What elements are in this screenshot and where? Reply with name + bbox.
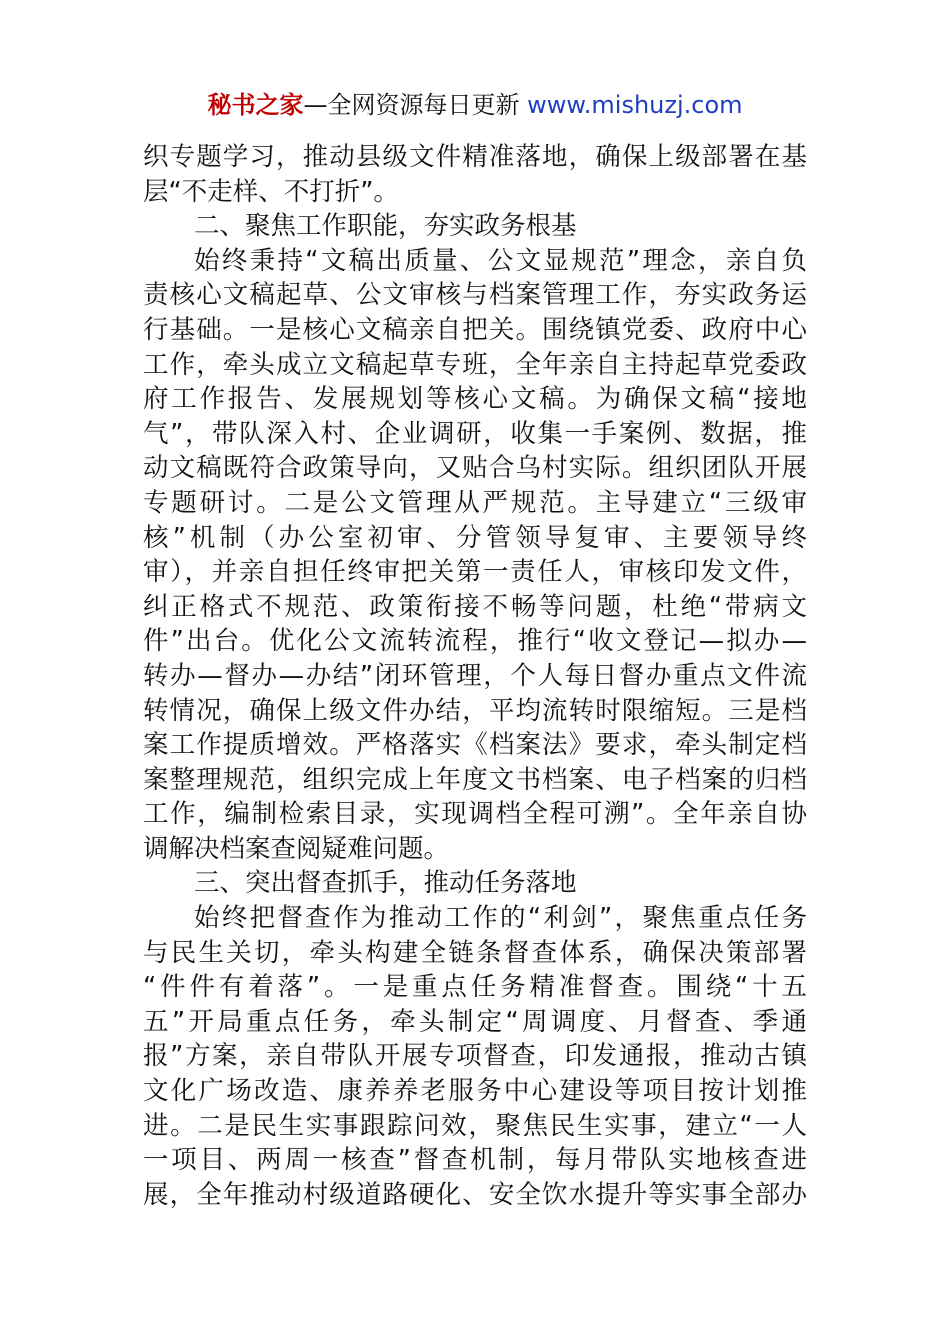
text-line: 始终秉持“文稿出质量、公文显规范”理念，亲自负 — [194, 245, 807, 276]
text-line: 行基础。一是核心文稿亲自把关。围绕镇党委、政府中心 — [143, 314, 807, 345]
text-line: 责核心文稿起草、公文审核与档案管理工作，夯实政务运 — [143, 280, 807, 311]
text-line: 纠正格式不规范、政策衔接不畅等问题，杜绝“带病文 — [143, 591, 807, 622]
text-line: 一项目、两周一核查”督查机制，每月带队实地核查进 — [143, 1145, 807, 1176]
text-line: 调解决档案查阅疑难问题。 — [143, 833, 450, 864]
text-line: 工作，牵头成立文稿起草专班，全年亲自主持起草党委政 — [143, 349, 807, 380]
text-line: 案整理规范，组织完成上年度文书档案、电子档案的归档 — [143, 764, 807, 795]
text-line: “件件有着落”。一是重点任务精准督查。围绕“十五 — [143, 972, 807, 1003]
text-line: 件”出台。优化公文流转流程，推行“收文登记—拟办— — [143, 626, 807, 657]
site-tagline: —全网资源每日更新 — [303, 91, 528, 119]
text-line: 案工作提质增效。严格落实《档案法》要求，牵头制定档 — [143, 730, 807, 761]
text-line: 五”开局重点任务，牵头制定“周调度、月督查、季通 — [143, 1006, 807, 1037]
text-line: 展，全年推动村级道路硬化、安全饮水提升等实事全部办 — [143, 1179, 807, 1210]
text-line: 始终把督查作为推动工作的“利剑”，聚焦重点任务 — [194, 903, 807, 934]
text-line: 织专题学习，推动县级文件精准落地，确保上级部署在基 — [143, 142, 807, 172]
text-line: 报”方案，亲自带队开展专项督查，印发通报，推动古镇 — [143, 1041, 807, 1072]
text-line: 转办—督办—办结”闭环管理，个人每日督办重点文件流 — [143, 660, 807, 691]
text-line: 专题研讨。二是公文管理从严规范。主导建立“三级审 — [143, 487, 807, 518]
text-line: 工作，编制检索目录，实现调档全程可溯”。全年亲自协 — [143, 799, 807, 830]
text-line: 动文稿既符合政策导向，又贴合乌村实际。组织团队开展 — [143, 453, 807, 484]
text-line: 层“不走样、不打折”。 — [143, 176, 399, 207]
text-line: 核”机制（办公室初审、分管领导复审、主要领导终 — [143, 522, 807, 553]
text-line: 文化广场改造、康养养老服务中心建设等项目按计划推 — [143, 1076, 807, 1107]
text-line: 三、突出督查抓手，推动任务落地 — [194, 868, 577, 899]
text-line: 与民生关切，牵头构建全链条督查体系，确保决策部署 — [143, 937, 807, 968]
text-line: 府工作报告、发展规划等核心文稿。为确保文稿“接地 — [143, 384, 807, 415]
site-brand: 秘书之家 — [207, 91, 304, 119]
text-line: 二、聚焦工作职能，夯实政务根基 — [194, 211, 577, 242]
text-line: 进。二是民生实事跟踪问效，聚焦民生实事，建立“一人 — [143, 1110, 807, 1141]
page-header — [0, 88, 950, 122]
document-body — [143, 140, 807, 1212]
site-url-link[interactable]: www.mishuzj.com — [527, 91, 743, 119]
text-line: 审），并亲自担任终审把关第一责任人，审核印发文件， — [143, 557, 807, 588]
text-line: 转情况，确保上级文件办结，平均流转时限缩短。三是档 — [143, 695, 807, 726]
text-line: 气”，带队深入村、企业调研，收集一手案例、数据，推 — [143, 418, 807, 449]
